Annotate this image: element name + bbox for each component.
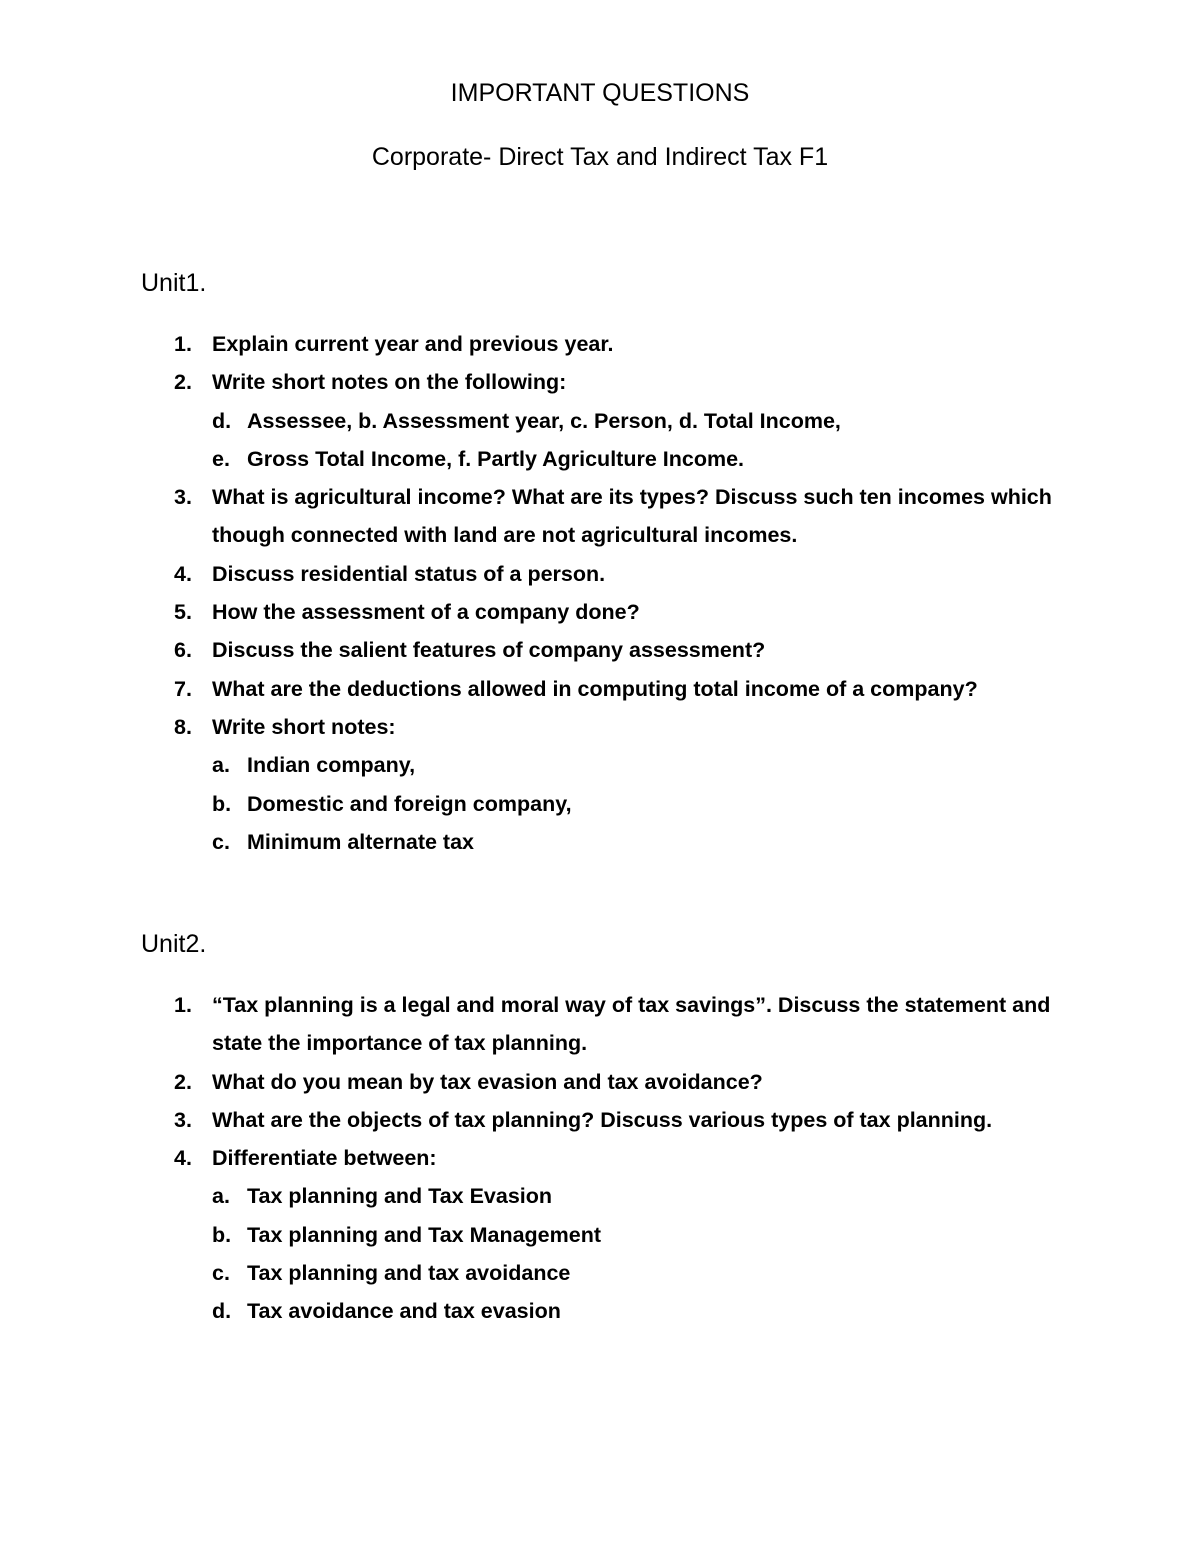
sub-question-text: Tax planning and tax avoidance	[247, 1261, 571, 1286]
question-item	[0, 325, 1200, 363]
question-item	[0, 1063, 1200, 1101]
question-number: 1.	[174, 332, 192, 356]
sub-question-text: Indian company,	[247, 753, 416, 778]
sub-question-item	[0, 402, 1200, 440]
sub-question-letter: a.	[212, 1184, 230, 1209]
question-number: 3.	[174, 1107, 192, 1132]
unit-1-heading: Unit1.	[141, 269, 207, 297]
question-number: 1.	[174, 993, 192, 1017]
question-text: What is agricultural income? What are its types? Discuss such ten incomes which though connected with land are not agricultural incomes.	[212, 485, 1052, 548]
page-title: IMPORTANT QUESTIONS	[450, 79, 750, 107]
sub-question-list	[0, 1177, 1200, 1330]
sub-question-list	[0, 746, 1200, 861]
sub-question-item	[0, 440, 1200, 478]
question-text: Discuss residential status of a person.	[212, 561, 606, 586]
sub-question-letter: e.	[212, 446, 230, 471]
question-text: Differentiate between:	[212, 1146, 437, 1171]
question-text: Write short notes:	[212, 714, 396, 739]
question-item	[0, 555, 1200, 593]
question-number: 4.	[174, 561, 192, 586]
question-item	[0, 1101, 1200, 1139]
sub-question-list	[0, 402, 1200, 479]
sub-question-text: Domestic and foreign company,	[247, 791, 572, 816]
question-text: What do you mean by tax evasion and tax avoidance?	[212, 1069, 763, 1094]
question-number: 2.	[174, 370, 192, 395]
question-item	[0, 363, 1200, 478]
question-text: What are the objects of tax planning? Discuss various types of tax planning.	[212, 1107, 993, 1132]
sub-question-item	[0, 1292, 1200, 1330]
unit-2-heading: Unit2.	[141, 930, 207, 958]
sub-question-text: Assessee, b. Assessment year, c. Person, d. Total Income,	[247, 408, 841, 433]
question-number: 8.	[174, 714, 192, 739]
question-item	[0, 986, 1200, 1063]
sub-question-letter: a.	[212, 753, 230, 778]
unit-1-question-list	[0, 325, 1200, 861]
unit-2-question-list	[0, 986, 1200, 1331]
sub-question-item	[0, 1177, 1200, 1215]
question-item	[0, 478, 1200, 555]
question-item	[0, 1139, 1200, 1330]
sub-question-letter: c.	[212, 1261, 230, 1286]
question-item	[0, 631, 1200, 669]
question-number: 2.	[174, 1069, 192, 1094]
sub-question-text: Tax planning and Tax Management	[247, 1222, 602, 1247]
question-item	[0, 670, 1200, 708]
sub-question-item	[0, 746, 1200, 784]
sub-question-item	[0, 1216, 1200, 1254]
sub-question-item	[0, 1254, 1200, 1292]
question-text: What are the deductions allowed in computing total income of a company?	[212, 676, 978, 701]
question-text: Explain current year and previous year.	[212, 332, 614, 356]
question-number: 7.	[174, 676, 192, 701]
question-number: 6.	[174, 638, 192, 663]
question-text: “Tax planning is a legal and moral way of tax savings”. Discuss the statement and state the importance of tax planning.	[212, 993, 1051, 1056]
sub-question-text: Gross Total Income, f. Partly Agriculture Income.	[247, 446, 744, 471]
question-number: 3.	[174, 485, 192, 510]
sub-question-letter: d.	[212, 408, 232, 433]
sub-question-text: Tax avoidance and tax evasion	[247, 1299, 561, 1324]
page-subtitle: Corporate- Direct Tax and Indirect Tax F1	[371, 143, 829, 171]
question-text: Write short notes on the following:	[212, 370, 567, 395]
sub-question-text: Minimum alternate tax	[247, 829, 474, 854]
sub-question-letter: b.	[212, 791, 232, 816]
question-item	[0, 708, 1200, 861]
sub-question-letter: b.	[212, 1222, 232, 1247]
sub-question-item	[0, 785, 1200, 823]
sub-question-text: Tax planning and Tax Evasion	[247, 1184, 553, 1209]
sub-question-letter: c.	[212, 829, 230, 854]
sub-question-item	[0, 823, 1200, 861]
question-text: Discuss the salient features of company assessment?	[212, 638, 766, 663]
question-text: How the assessment of a company done?	[212, 600, 640, 625]
question-number: 4.	[174, 1146, 192, 1171]
question-number: 5.	[174, 600, 192, 625]
question-item	[0, 593, 1200, 631]
sub-question-letter: d.	[212, 1299, 232, 1324]
